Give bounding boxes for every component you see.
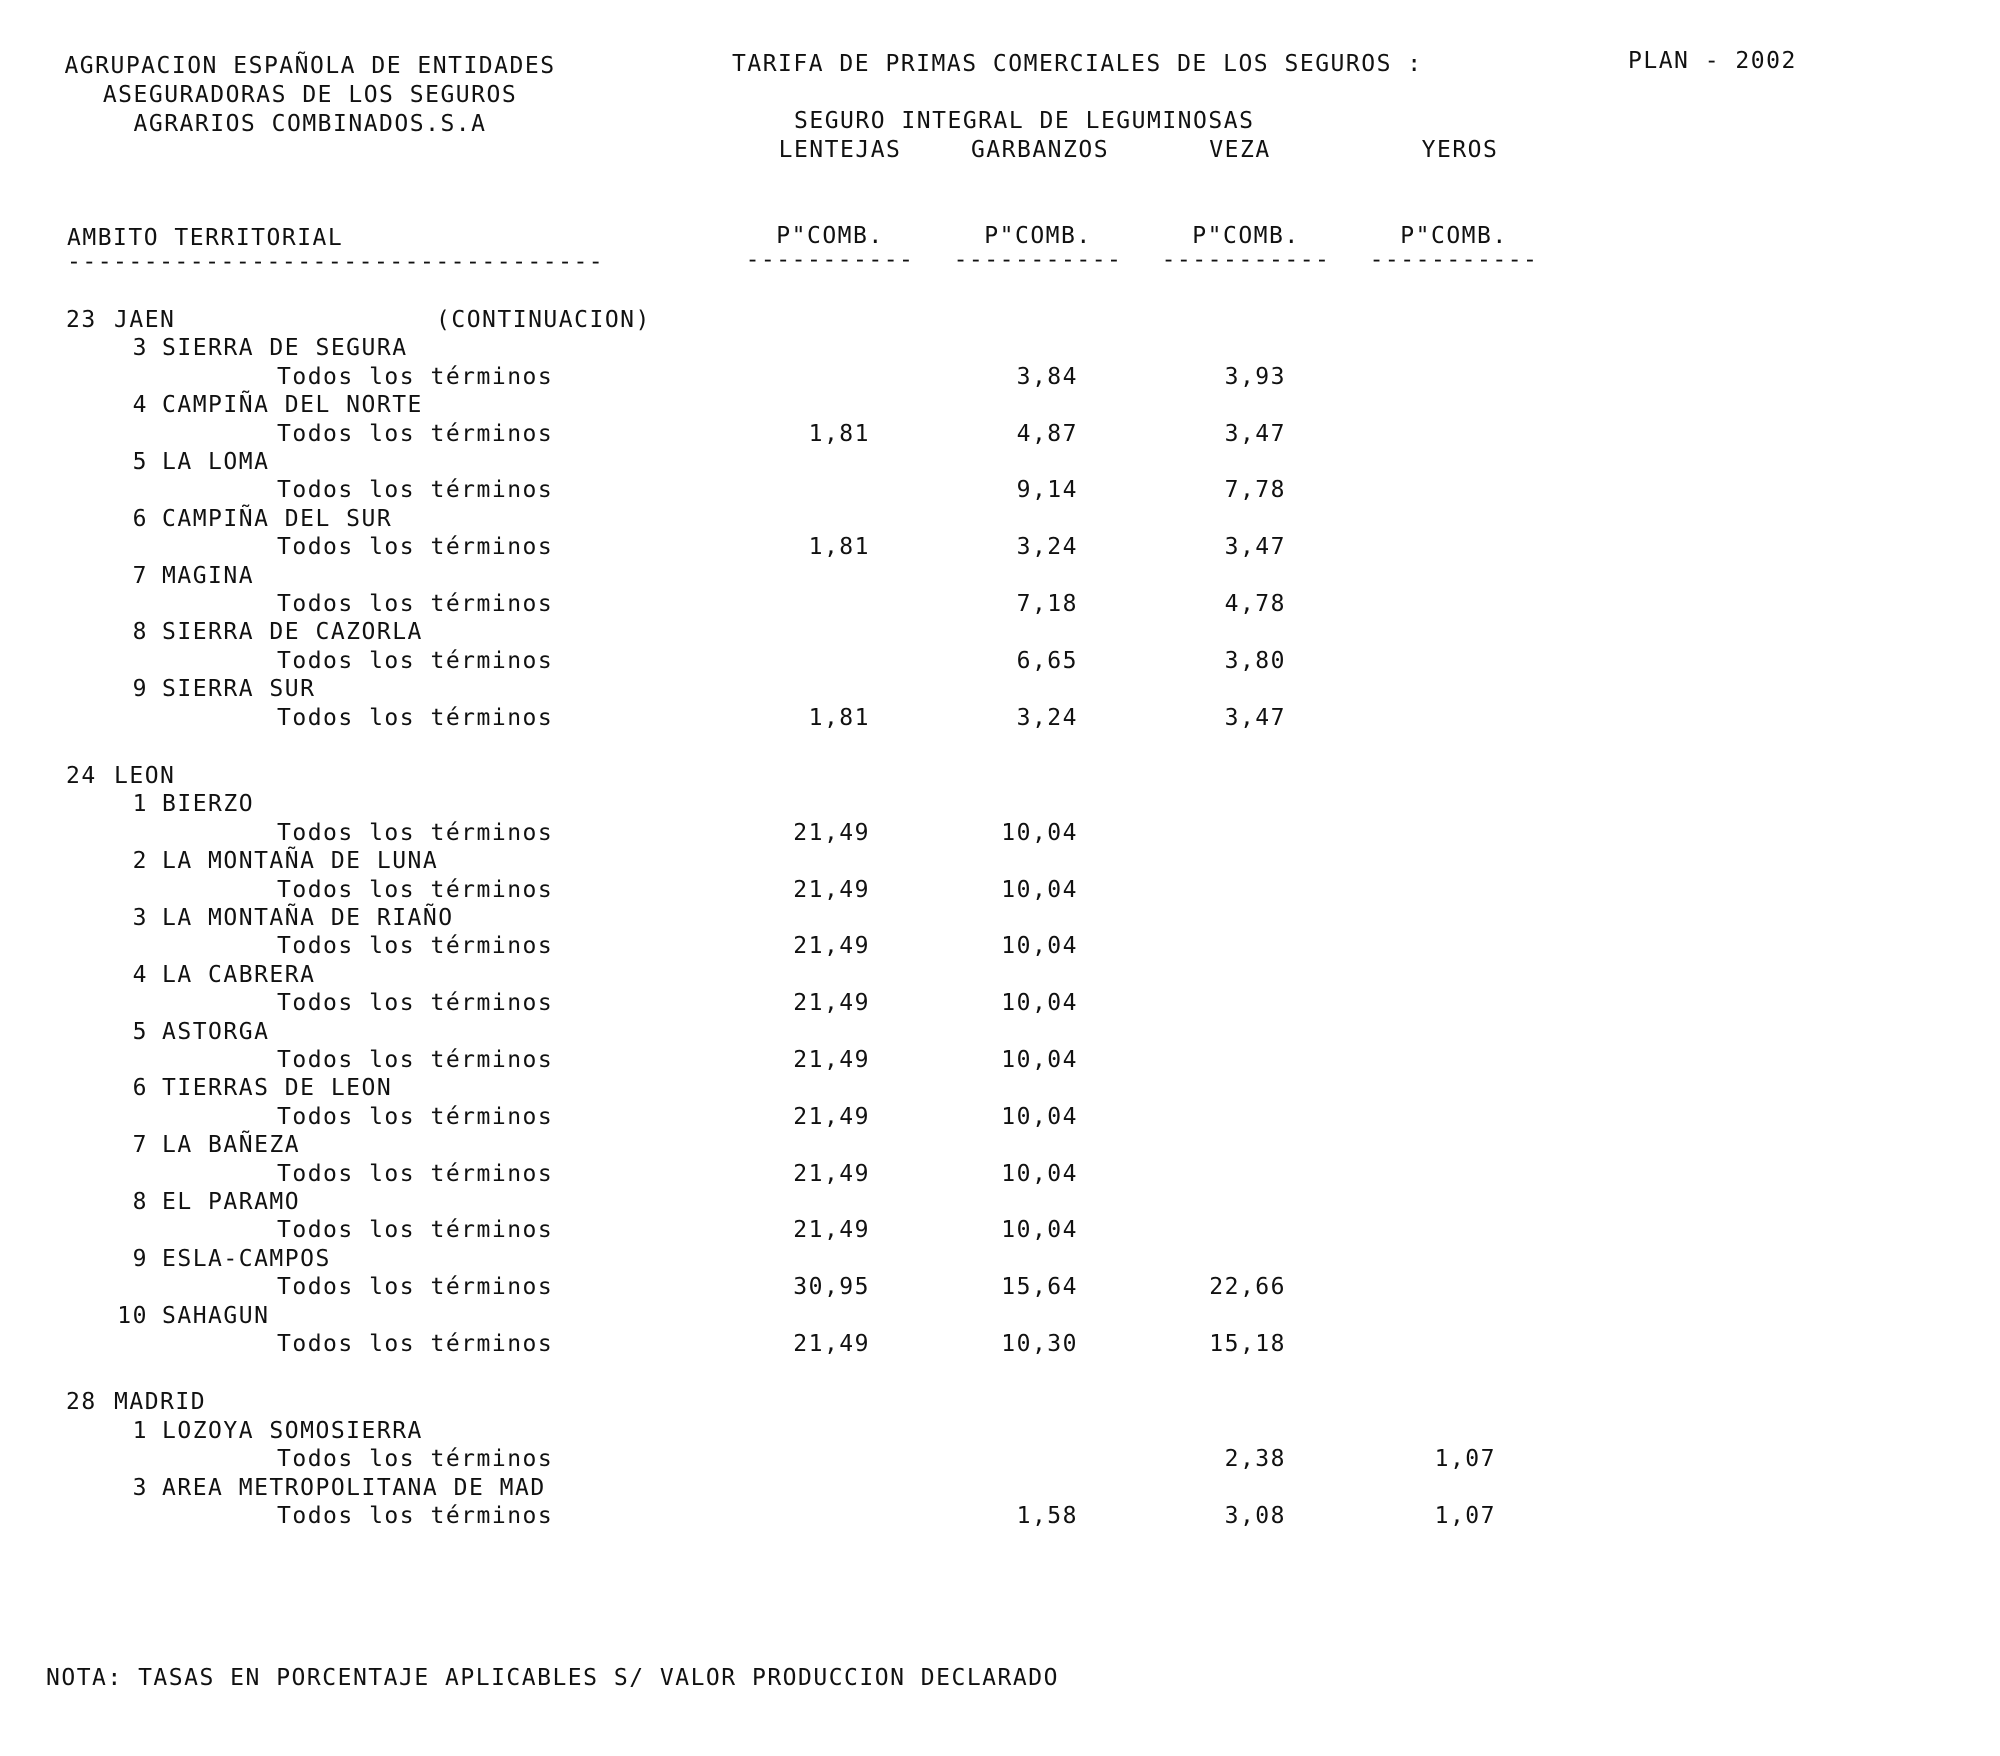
terms-label: Todos los términos (277, 820, 554, 846)
org-name-line-1: AGRUPACION ESPAÑOLA DE ENTIDADES (64, 53, 556, 79)
table-row-region (0, 847, 2000, 875)
crop-header-garbanzos: GARBANZOS (970, 137, 1110, 163)
region-code: 8 (132, 1189, 148, 1215)
column-rule-veza: ----------- (1161, 247, 1331, 273)
premium-value-veza: 22,66 (1209, 1274, 1286, 1300)
crop-header-lentejas: LENTEJAS (778, 137, 902, 163)
premium-value-garbanzos: 6,65 (1016, 648, 1078, 674)
table-row-terms (0, 1046, 2000, 1074)
premium-value-lentejas: 30,95 (793, 1274, 870, 1300)
premium-value-veza: 15,18 (1209, 1331, 1286, 1357)
premium-value-garbanzos: 1,58 (1016, 1503, 1078, 1529)
table-row-region (0, 961, 2000, 989)
table-row-terms (0, 704, 2000, 732)
premium-header-garbanzos: P"COMB. (984, 223, 1092, 249)
premium-value-lentejas: 21,49 (793, 820, 870, 846)
province-note: (CONTINUACION) (436, 307, 651, 333)
province-name: LEON (114, 763, 176, 789)
terms-label: Todos los términos (277, 421, 554, 447)
province-code: 28 (66, 1389, 97, 1415)
footer-note: NOTA: TASAS EN PORCENTAJE APLICABLES S/ VALOR PRODUCCION DECLARADO (46, 1665, 1059, 1691)
premium-value-lentejas: 21,49 (793, 877, 870, 903)
table-row-province (0, 762, 2000, 790)
column-rule-garbanzos: ----------- (953, 247, 1123, 273)
premium-value-yeros: 1,07 (1434, 1503, 1496, 1529)
province-name: MADRID (114, 1389, 207, 1415)
region-code: 3 (132, 905, 148, 931)
premium-value-garbanzos: 10,04 (1001, 820, 1078, 846)
region-name: SIERRA DE CAZORLA (162, 619, 423, 645)
territory-column-rule: ----------------------------------- (67, 249, 605, 275)
premium-value-veza: 3,47 (1224, 705, 1286, 731)
premium-value-garbanzos: 10,04 (1001, 1047, 1078, 1073)
region-code: 6 (132, 506, 148, 532)
premium-value-lentejas: 21,49 (793, 1161, 870, 1187)
region-name: LA MONTAÑA DE RIAÑO (162, 905, 454, 931)
table-row-terms (0, 420, 2000, 448)
region-code: 9 (132, 1246, 148, 1272)
region-name: EL PARAMO (162, 1189, 301, 1215)
terms-label: Todos los términos (277, 477, 554, 503)
terms-label: Todos los términos (277, 1217, 554, 1243)
premium-value-veza: 3,80 (1224, 648, 1286, 674)
region-code: 1 (132, 1418, 148, 1444)
region-code: 3 (132, 1475, 148, 1501)
table-row-region (0, 1417, 2000, 1445)
terms-label: Todos los términos (277, 1446, 554, 1472)
region-name: SIERRA DE SEGURA (162, 335, 408, 361)
terms-label: Todos los términos (277, 648, 554, 674)
terms-label: Todos los términos (277, 877, 554, 903)
region-name: TIERRAS DE LEON (162, 1075, 393, 1101)
table-row-terms (0, 1160, 2000, 1188)
premium-value-garbanzos: 3,24 (1016, 534, 1078, 560)
table-row-region (0, 391, 2000, 419)
table-row-region (0, 1131, 2000, 1159)
premium-value-garbanzos: 10,04 (1001, 877, 1078, 903)
premium-value-yeros: 1,07 (1434, 1446, 1496, 1472)
org-name-line-3: AGRARIOS COMBINADOS.S.A (133, 111, 487, 137)
region-code: 4 (132, 962, 148, 988)
region-name: SIERRA SUR (162, 676, 316, 702)
region-code: 5 (132, 1019, 148, 1045)
table-row-region (0, 1018, 2000, 1046)
table-row-region (0, 562, 2000, 590)
terms-label: Todos los términos (277, 705, 554, 731)
region-name: LA MONTAÑA DE LUNA (162, 848, 439, 874)
region-name: ESLA-CAMPOS (162, 1246, 331, 1272)
column-rule-yeros: ----------- (1369, 247, 1539, 273)
premium-value-garbanzos: 10,04 (1001, 1161, 1078, 1187)
premium-header-veza: P"COMB. (1192, 223, 1300, 249)
premium-header-lentejas: P"COMB. (776, 223, 884, 249)
terms-label: Todos los términos (277, 1104, 554, 1130)
region-code: 10 (117, 1303, 148, 1329)
column-rule-lentejas: ----------- (745, 247, 915, 273)
premium-value-veza: 7,78 (1224, 477, 1286, 503)
region-code: 7 (132, 1132, 148, 1158)
table-row-region (0, 1302, 2000, 1330)
premium-value-lentejas: 21,49 (793, 990, 870, 1016)
table-row-province (0, 306, 2000, 334)
region-code: 2 (132, 848, 148, 874)
premium-value-lentejas: 1,81 (808, 534, 870, 560)
terms-label: Todos los términos (277, 990, 554, 1016)
premium-value-garbanzos: 4,87 (1016, 421, 1078, 447)
region-name: LA CABRERA (162, 962, 316, 988)
province-name: JAEN (114, 307, 176, 333)
table-row-terms (0, 533, 2000, 561)
tariff-title: TARIFA DE PRIMAS COMERCIALES DE LOS SEGUROS : (732, 51, 1423, 77)
premium-value-garbanzos: 10,04 (1001, 933, 1078, 959)
region-code: 9 (132, 676, 148, 702)
crop-header-yeros: YEROS (1421, 137, 1499, 163)
region-name: CAMPIÑA DEL SUR (162, 506, 393, 532)
region-code: 4 (132, 392, 148, 418)
terms-label: Todos los términos (277, 1503, 554, 1529)
table-row-region (0, 675, 2000, 703)
region-name: SAHAGUN (162, 1303, 270, 1329)
terms-label: Todos los términos (277, 1331, 554, 1357)
table-row-terms (0, 1273, 2000, 1301)
premium-header-yeros: P"COMB. (1400, 223, 1508, 249)
table-row-terms (0, 590, 2000, 618)
table-row-terms (0, 1103, 2000, 1131)
table-row-terms (0, 819, 2000, 847)
premium-value-lentejas: 21,49 (793, 1331, 870, 1357)
region-name: MAGINA (162, 563, 255, 589)
table-row-terms (0, 876, 2000, 904)
region-name: AREA METROPOLITANA DE MAD (162, 1475, 546, 1501)
premium-value-lentejas: 21,49 (793, 1217, 870, 1243)
table-row-terms (0, 363, 2000, 391)
premium-value-lentejas: 1,81 (808, 705, 870, 731)
table-row-region (0, 618, 2000, 646)
region-code: 3 (132, 335, 148, 361)
premium-value-garbanzos: 9,14 (1016, 477, 1078, 503)
table-row-region (0, 1474, 2000, 1502)
premium-value-garbanzos: 10,04 (1001, 990, 1078, 1016)
region-name: CAMPIÑA DEL NORTE (162, 392, 423, 418)
table-row-region (0, 334, 2000, 362)
region-name: LA LOMA (162, 449, 270, 475)
premium-value-lentejas: 21,49 (793, 933, 870, 959)
terms-label: Todos los términos (277, 1047, 554, 1073)
table-row-terms (0, 476, 2000, 504)
premium-value-lentejas: 21,49 (793, 1047, 870, 1073)
table-row-province (0, 1388, 2000, 1416)
region-name: BIERZO (162, 791, 255, 817)
region-code: 7 (132, 563, 148, 589)
premium-value-garbanzos: 10,04 (1001, 1104, 1078, 1130)
region-name: LA BAÑEZA (162, 1132, 301, 1158)
premium-value-veza: 3,08 (1224, 1503, 1286, 1529)
province-code: 24 (66, 763, 97, 789)
table-row-terms (0, 989, 2000, 1017)
terms-label: Todos los términos (277, 364, 554, 390)
table-row-terms (0, 932, 2000, 960)
table-row-region (0, 790, 2000, 818)
premium-value-garbanzos: 15,64 (1001, 1274, 1078, 1300)
table-row-terms (0, 1502, 2000, 1530)
insurance-name: SEGURO INTEGRAL DE LEGUMINOSAS (794, 108, 1255, 134)
premium-value-garbanzos: 10,30 (1001, 1331, 1078, 1357)
table-row-region (0, 1188, 2000, 1216)
table-row-terms (0, 647, 2000, 675)
premium-value-garbanzos: 10,04 (1001, 1217, 1078, 1243)
region-code: 8 (132, 619, 148, 645)
premium-value-veza: 3,47 (1224, 421, 1286, 447)
org-name-line-2: ASEGURADORAS DE LOS SEGUROS (102, 82, 518, 108)
region-code: 5 (132, 449, 148, 475)
table-row-region (0, 904, 2000, 932)
premium-value-garbanzos: 3,84 (1016, 364, 1078, 390)
terms-label: Todos los términos (277, 591, 554, 617)
terms-label: Todos los términos (277, 534, 554, 560)
premium-value-veza: 2,38 (1224, 1446, 1286, 1472)
table-row-terms (0, 1216, 2000, 1244)
region-code: 6 (132, 1075, 148, 1101)
crop-header-veza: VEZA (1209, 137, 1271, 163)
table-row-region (0, 448, 2000, 476)
table-row-region (0, 1074, 2000, 1102)
region-name: ASTORGA (162, 1019, 270, 1045)
terms-label: Todos los términos (277, 1274, 554, 1300)
terms-label: Todos los términos (277, 1161, 554, 1187)
region-name: LOZOYA SOMOSIERRA (162, 1418, 423, 1444)
table-row-terms (0, 1330, 2000, 1358)
premium-value-lentejas: 21,49 (793, 1104, 870, 1130)
territory-column-header: AMBITO TERRITORIAL (67, 225, 344, 251)
plan-label: PLAN - 2002 (1628, 48, 1797, 74)
premium-value-lentejas: 1,81 (808, 421, 870, 447)
premium-value-garbanzos: 7,18 (1016, 591, 1078, 617)
premium-value-veza: 4,78 (1224, 591, 1286, 617)
premium-value-veza: 3,47 (1224, 534, 1286, 560)
terms-label: Todos los términos (277, 933, 554, 959)
region-code: 1 (132, 791, 148, 817)
premium-value-garbanzos: 3,24 (1016, 705, 1078, 731)
province-code: 23 (66, 307, 97, 333)
table-row-terms (0, 1445, 2000, 1473)
table-row-region (0, 505, 2000, 533)
premium-value-veza: 3,93 (1224, 364, 1286, 390)
table-row-region (0, 1245, 2000, 1273)
